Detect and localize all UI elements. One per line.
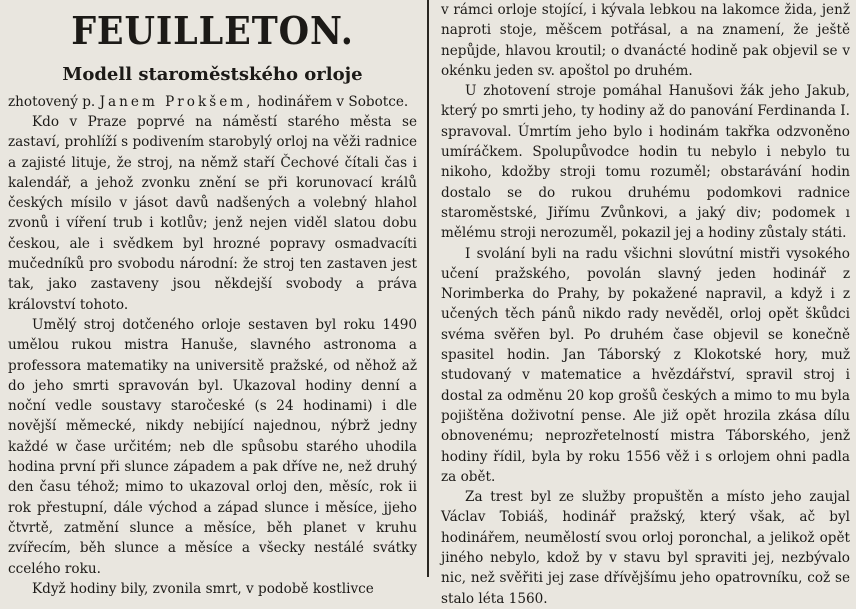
- paragraph: I svolání byli na radu všichni slovútní mistři vysokého učení pražského, povolán slavný jeden hodinář z Norimberka do Prahy, by pokažené napravil, a když i z učených těch pánů nikdo rady nevěděl, orloj opět škůdci svéma svěřen byl. Po druhém čase objevil se konečně spasitel hodin. Jan Táborský z Klokotské hory, muž studovaný v matematice a hvězdářství, spravil stroj i dostal za odměnu 20 kop grošů českých a mimo to mu byla pojištěna doživotní pense. Ale již opět hrozila zkása dílu obnovenému; neprozřetelností mistra Táborského, jenž hodiny řídil, byla by roku 1556 věž i s orlojem ohni padla za obět.: [441, 245, 850, 485]
- paragraph: Kdo v Praze poprvé na náměstí starého města se zastaví, prohlíží s podivením starobylý orloj na věži radnice a zajisté lituje, že stroj, na němž staří Čechové čítali čas i kalendář, a jehož zvonku znění se při korunovací králů českých mísilo v jásot davů nadšených a volebný hlahol zvonů i víření trub i kotlův; jenž nejen viděl slatou dobu českou, ale i svědkem byl hrozné popravy osmadvacíti mučedníků pro svobodu národní: že stroj ten zastaven jest tak, jako zastaveny jsou někdejší svobody a práva království tohoto.: [8, 114, 417, 313]
- paragraph: Umělý stroj dotčeného orloje sestaven byl roku 1490 umělou rukou mistra Hanuše, slavného astronoma a professora matematiky na universitě pražské, od něhož až do jeho smrti spravován byl. Ukazoval hodiny denní a noční vedle soustavy staročeské (s 24 hodinami) i dle novější měmecké, nikdy nebijící najednou, nýbrž jedny každé w čase určitém; neb dle spůsobu starého uhodila hodina první při slunce západem a pak dříve ne, než druhý den času téhož; mimo to ukazoval orloj den, měsíc, rok ii rok přestupní, dále východ a západ slunce i měsíce, jjeho čtvrtě, zatmění slunce a měsíce, běh planet v kruhu zvířecím, běh slunce a měsíce a všecky nestálé svátky ccelého roku.: [8, 316, 417, 577]
- byline-author: Janem Prokšem,: [99, 94, 254, 110]
- right-column: [431, 0, 856, 607]
- paragraph: U zhotovení stroje pomáhal Hanušovi žák jeho Jakub, který po smrti jeho, ty hodiny až do panování Ferdinanda I. spravoval. Úmrtím jeho bylo i hodinám takřka odzvoněno umíráčkem. Spolupůvodce hodin tu nebylo i nebylo tu nikoho, kdožby stroji tomu rozuměl; obstarávání hodin dostalo se do rukou druhému podomkovi radnice staroměstské, Jiřímu Zvůnkovi, a jaký div; podomek ı mělému stroji nerozuměl, pokazil jej a hodiny zůstaly státi.: [441, 83, 850, 242]
- paragraph: Za trest byl ze služby propuštěn a místo jeho zaujal Václav Tobiáš, hodinář pražský, který však, ač byl hodinářem, neumělostí svou orloj poronchal, a jelikož opět jiného nebylo, kdož by v stavu byl spraviti jej, nezbývalo nic, než svěřiti jej zase dřívějšímu jeho opatrovníku, což se stalo léta 1560.: [441, 489, 850, 607]
- byline: [8, 92, 417, 112]
- paragraph: v rámci orloje stojící, i kývala lebkou na lakomce žida, jenž naproti stoje, měšcem potřásal, a na znamení, že ještě nepůjde, hlavou kroutil; o dvanácté hodině pak objevil se v okénku jeden sv. apoštol po druhém.: [441, 2, 850, 79]
- left-column: [0, 0, 427, 597]
- byline-suffix: hodinářem v Sobotce.: [257, 94, 409, 110]
- paragraph: Když hodiny bily, zvonila smrt, v podobě kostlivce: [32, 580, 374, 597]
- masthead: FEUILLETON.: [71, 8, 354, 53]
- column-divider: [427, 0, 429, 577]
- article-title: Modell staroměstského orloje: [62, 64, 363, 85]
- byline-prefix: zhotovený p.: [8, 94, 96, 110]
